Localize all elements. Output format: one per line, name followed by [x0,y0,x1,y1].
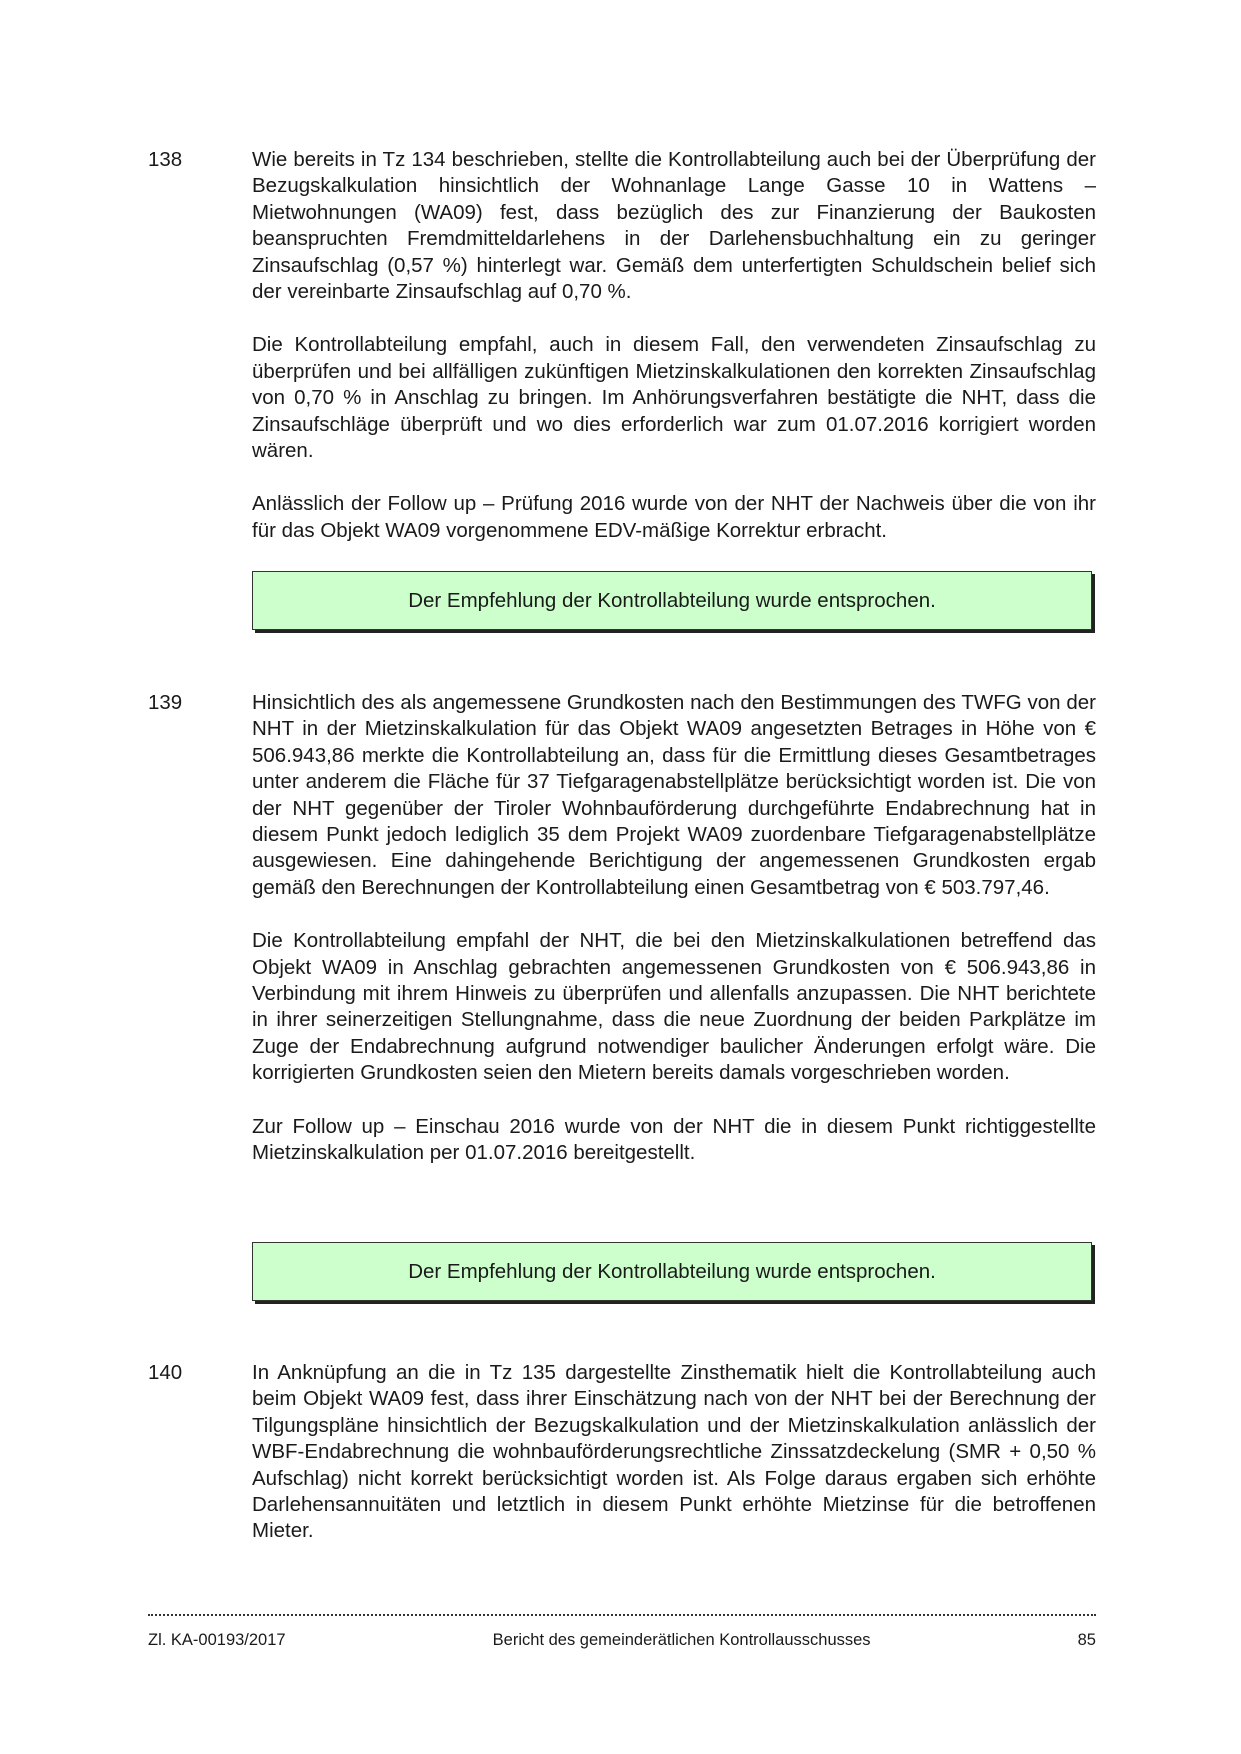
footer-reference: Zl. KA-00193/2017 [148,1631,286,1649]
section-138 [148,147,1096,544]
section-number: 139 [148,691,183,714]
section-number: 140 [148,1361,183,1384]
paragraph: Wie bereits in Tz 134 beschrieben, stellte die Kontrollabteilung auch bei der Überprüfung der Bezugskalkulation hinsichtlich der Wohnanlage Lange Gasse 10 in Wattens – Mietwohnungen (WA09) fest, dass bezüglich des zur Finanzierung der Baukosten beanspruchten Fremdmitteldarlehens in der Darlehensbuchhaltung ein zu geringer Zinsaufschlag (0,57 %) hinterlegt war. Gemäß dem unterfertigten Schuldschein belief sich der vereinbarte Zinsaufschlag auf 0,70 %. [252,148,1096,304]
footer-divider [148,1614,1096,1616]
paragraph: Hinsichtlich des als angemessene Grundkosten nach den Bestimmungen des TWFG von der NHT in der Mietzinskalkulation für das Objekt WA09 angesetzten Betrages in Höhe von € 506.943,86 merkte die Kontrollabteilung an, dass für die Ermittlung dieses Gesamtbetrages unter anderem die Fläche für 37 Tiefgaragenabstellplätze berücksichtigt worden ist. Die von der NHT gegenüber der Tiroler Wohnbauförderung durchgeführte Endabrechnung hat in diesem Punkt jedoch lediglich 35 dem Projekt WA09 zuordenbare Tiefgaragenabstellplätze ausgewiesen. Eine dahingehende Berichtigung der angemessenen Grundkosten ergab gemäß den Berechnungen der Kontrollabteilung einen Gesamtbetrag von € 503.797,46. [252,691,1096,899]
paragraph: In Anknüpfung an die in Tz 135 dargestellte Zinsthematik hielt die Kontrollabteilung auch beim Objekt WA09 fest, dass ihrer Einschätzung nach von der NHT bei der Berechnung der Tilgungspläne hinsichtlich der Bezugskalkulation und der Mietzinskalkulation anlässlich der WBF-Endabrechnung die wohnbauförderungsrechtliche Zinssatzdeckelung (SMR + 0,50 % Aufschlag) nicht korrekt berücksichtigt worden ist. Als Folge daraus ergaben sich erhöhte Darlehensannuitäten und letztlich in diesem Punkt erhöhte Mietzinse für die betroffenen Mieter. [252,1361,1096,1543]
paragraph: Zur Follow up – Einschau 2016 wurde von der NHT die in diesem Punkt richtiggestellte Mietzinskalkulation per 01.07.2016 bereitgestellt. [252,1114,1096,1165]
footer-title: Bericht des gemeinderätlichen Kontrollausschusses [492,1631,871,1649]
section-140 [148,1360,1096,1545]
section-139 [148,690,1096,1167]
paragraph: Die Kontrollabteilung empfahl der NHT, die bei den Mietzinskalkulationen betreffend das Objekt WA09 in Anschlag gebrachten angemessenen Grundkosten von € 506.943,86 in Verbindung mit ihrem Hinweis zu überprüfen und allenfalls anzupassen. Die NHT berichtete in ihrer seinerzeitigen Stellungnahme, dass die neue Zuordnung der beiden Parkplätze im Zuge der Endabrechnung aufgrund notwendiger baulicher Änderungen erfolgt wäre. Die korrigierten Grundkosten seien den Mietern bereits damals vorgeschrieben worden. [252,929,1096,1085]
section-body [252,690,1096,1167]
recommendation-box: Der Empfehlung der Kontrollabteilung wurde entsprochen. [252,571,1092,630]
paragraph: Anlässlich der Follow up – Prüfung 2016 wurde von der NHT der Nachweis über die von ihr für das Objekt WA09 vorgenommene EDV-mäßige Korrektur erbracht. [252,492,1096,542]
page-number: 85 [1077,1631,1096,1649]
paragraph: Die Kontrollabteilung empfahl, auch in diesem Fall, den verwendeten Zinsaufschlag zu überprüfen und bei allfälligen zukünftigen Mietzinskalkulationen den korrekten Zinsaufschlag von 0,70 % in Anschlag zu bringen. Im Anhörungsverfahren bestätigte die NHT, dass die Zinsaufschläge überprüft und wo dies erforderlich war zum 01.07.2016 korrigiert worden wären. [252,333,1096,463]
section-number: 138 [148,148,183,171]
section-body [252,1360,1096,1545]
recommendation-box: Der Empfehlung der Kontrollabteilung wurde entsprochen. [252,1242,1092,1301]
section-body [252,147,1096,544]
page-footer [148,1630,1096,1650]
